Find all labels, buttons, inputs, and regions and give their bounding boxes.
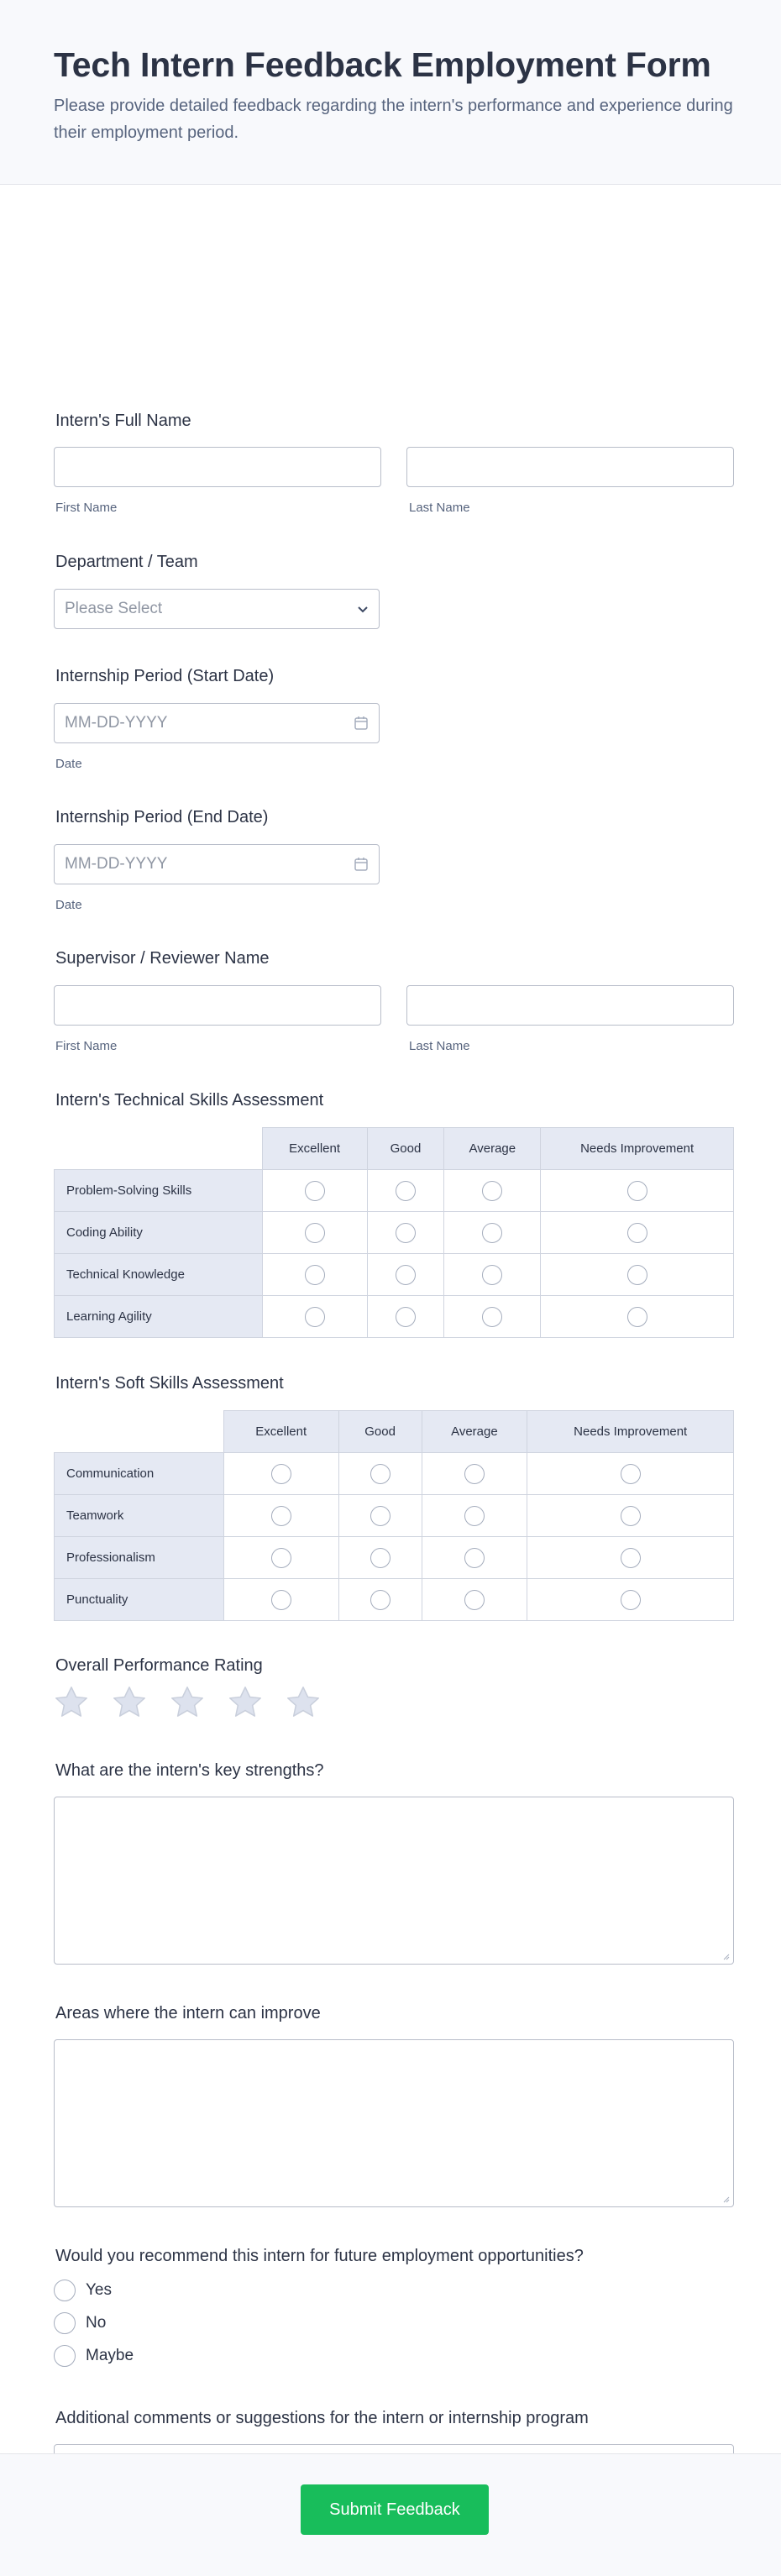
rating-radio[interactable]: [464, 1548, 485, 1568]
intern-first-name-input[interactable]: [54, 447, 381, 487]
row-label: Professionalism: [55, 1537, 224, 1579]
column-header: Average: [422, 1411, 527, 1453]
option-label: Yes: [86, 2281, 112, 2299]
star-icon[interactable]: [284, 1683, 322, 1722]
rating-radio[interactable]: [396, 1181, 416, 1201]
end-date-sublabel: Date: [55, 898, 82, 912]
matrix-row: [55, 1537, 734, 1579]
rating-radio[interactable]: [370, 1548, 390, 1568]
column-header: Needs Improvement: [541, 1128, 734, 1170]
submit-button[interactable]: Submit Feedback: [301, 2484, 489, 2535]
soft-skills-label: Intern's Soft Skills Assessment: [55, 1374, 284, 1393]
column-header: Excellent: [223, 1411, 338, 1453]
recommend-label: Would you recommend this intern for future employment opportunities?: [55, 2247, 584, 2265]
row-label: Teamwork: [55, 1495, 224, 1537]
form-subtitle: Please provide detailed feedback regarding the intern's performance and experience during their employment period.: [54, 97, 733, 142]
improve-textarea[interactable]: [54, 2039, 734, 2207]
rating-radio[interactable]: [370, 1464, 390, 1484]
chevron-down-icon: [357, 604, 369, 616]
recommend-option-maybe[interactable]: [54, 2345, 134, 2367]
supervisor-first-name-input[interactable]: [54, 985, 381, 1026]
rating-radio[interactable]: [396, 1265, 416, 1285]
column-header: Good: [367, 1128, 444, 1170]
strengths-label: What are the intern's key strengths?: [55, 1761, 324, 1780]
soft-skills-matrix: [54, 1410, 734, 1621]
rating-radio[interactable]: [464, 1506, 485, 1526]
supervisor-last-name-input[interactable]: [406, 985, 734, 1026]
option-label: No: [86, 2314, 107, 2332]
matrix-row: [55, 1453, 734, 1495]
department-select[interactable]: [54, 589, 380, 629]
rating-radio[interactable]: [370, 1506, 390, 1526]
option-label: Maybe: [86, 2347, 134, 2364]
intern-last-name-sublabel: Last Name: [409, 501, 470, 515]
matrix-corner: [55, 1128, 263, 1170]
matrix-corner: [55, 1411, 224, 1453]
star-icon[interactable]: [168, 1683, 207, 1722]
intern-first-name-sublabel: First Name: [55, 501, 118, 515]
rating-radio[interactable]: [396, 1307, 416, 1327]
row-label: Punctuality: [55, 1579, 224, 1621]
rating-radio[interactable]: [482, 1307, 502, 1327]
start-date-sublabel: Date: [55, 757, 82, 771]
department-placeholder: Please Select: [65, 600, 163, 617]
rating-radio[interactable]: [482, 1223, 502, 1243]
rating-radio[interactable]: [271, 1506, 291, 1526]
row-label: Problem-Solving Skills: [55, 1170, 263, 1212]
improve-label: Areas where the intern can improve: [55, 2004, 321, 2023]
end-date-label: Internship Period (End Date): [55, 808, 269, 826]
rating-radio[interactable]: [271, 1590, 291, 1610]
matrix-row: [55, 1212, 734, 1254]
star-icon[interactable]: [110, 1683, 149, 1722]
intern-last-name-input[interactable]: [406, 447, 734, 487]
rating-radio[interactable]: [482, 1265, 502, 1285]
rating-radio[interactable]: [305, 1265, 325, 1285]
radio-button[interactable]: [54, 2345, 76, 2367]
start-date-placeholder: MM-DD-YYYY: [65, 714, 168, 732]
technical-skills-matrix: [54, 1127, 734, 1338]
start-date-input[interactable]: [54, 703, 380, 743]
form-header: [0, 0, 781, 185]
rating-label: Overall Performance Rating: [55, 1656, 263, 1675]
matrix-row: [55, 1170, 734, 1212]
supervisor-first-name-sublabel: First Name: [55, 1039, 118, 1053]
radio-button[interactable]: [54, 2280, 76, 2301]
row-label: Technical Knowledge: [55, 1254, 263, 1296]
rating-radio[interactable]: [271, 1464, 291, 1484]
row-label: Communication: [55, 1453, 224, 1495]
start-date-label: Internship Period (Start Date): [55, 667, 275, 685]
resize-grip-icon[interactable]: [721, 2195, 730, 2203]
star-icon[interactable]: [226, 1683, 265, 1722]
recommend-option-no[interactable]: [54, 2312, 106, 2334]
strengths-textarea[interactable]: [54, 1797, 734, 1965]
row-label: Coding Ability: [55, 1212, 263, 1254]
rating-radio[interactable]: [621, 1590, 641, 1610]
star-icon[interactable]: [52, 1683, 91, 1722]
calendar-icon[interactable]: [354, 857, 369, 872]
intern-name-label: Intern's Full Name: [55, 412, 191, 430]
row-label: Learning Agility: [55, 1296, 263, 1338]
resize-grip-icon[interactable]: [721, 1952, 730, 1960]
column-header: Good: [338, 1411, 422, 1453]
comments-label: Additional comments or suggestions for the intern or internship program: [55, 2409, 589, 2427]
rating-radio[interactable]: [627, 1181, 647, 1201]
rating-radio[interactable]: [370, 1590, 390, 1610]
rating-radio[interactable]: [482, 1181, 502, 1201]
rating-radio[interactable]: [627, 1265, 647, 1285]
calendar-icon[interactable]: [354, 716, 369, 731]
rating-radio[interactable]: [627, 1223, 647, 1243]
matrix-row: [55, 1296, 734, 1338]
column-header: Average: [444, 1128, 541, 1170]
column-header: Excellent: [262, 1128, 367, 1170]
technical-skills-label: Intern's Technical Skills Assessment: [55, 1091, 324, 1110]
end-date-placeholder: MM-DD-YYYY: [65, 855, 168, 873]
end-date-input[interactable]: [54, 844, 380, 884]
column-header: Needs Improvement: [527, 1411, 734, 1453]
rating-radio[interactable]: [305, 1181, 325, 1201]
rating-radio[interactable]: [621, 1464, 641, 1484]
matrix-row: [55, 1254, 734, 1296]
supervisor-label: Supervisor / Reviewer Name: [55, 949, 270, 968]
rating-radio[interactable]: [305, 1223, 325, 1243]
rating-radio[interactable]: [464, 1590, 485, 1610]
radio-button[interactable]: [54, 2312, 76, 2334]
rating-radio[interactable]: [627, 1307, 647, 1327]
star-rating: [52, 1683, 322, 1722]
rating-radio[interactable]: [271, 1548, 291, 1568]
matrix-row: [55, 1495, 734, 1537]
form-footer: [0, 2453, 781, 2576]
rating-radio[interactable]: [621, 1506, 641, 1526]
form-title: Tech Intern Feedback Employment Form: [54, 45, 711, 84]
rating-radio[interactable]: [621, 1548, 641, 1568]
supervisor-last-name-sublabel: Last Name: [409, 1039, 470, 1053]
rating-radio[interactable]: [396, 1223, 416, 1243]
rating-radio[interactable]: [305, 1307, 325, 1327]
department-label: Department / Team: [55, 553, 198, 571]
matrix-row: [55, 1579, 734, 1621]
recommend-option-yes[interactable]: [54, 2280, 112, 2301]
rating-radio[interactable]: [464, 1464, 485, 1484]
